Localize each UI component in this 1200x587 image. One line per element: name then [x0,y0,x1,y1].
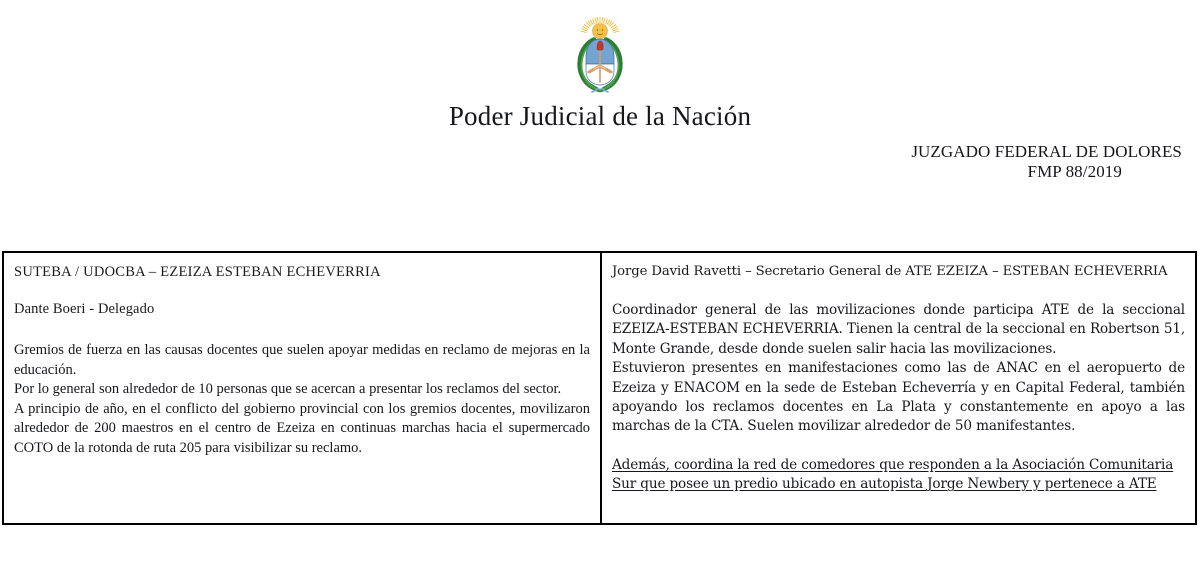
court-name: JUZGADO FEDERAL DE DOLORES [911,142,1182,161]
right-column-body [612,301,1185,437]
table-row [3,252,1196,524]
paragraph: A principio de año, en el conflicto del gobierno provincial con los gremios docentes, movilizaron alrededor de 200 maestros en el centro de Ezeiza en continuas marchas hacia el supermercado COTO de la rotonda de ruta 205 para visibilizar su reclamo. [14,400,590,456]
table-cell-right [601,252,1196,524]
crest-container [0,16,1200,94]
argentina-coat-of-arms-icon [572,16,628,94]
paragraph: Coordinador general de las movilizaciones donde participa ATE de la seccional EZEIZA-ESTEBAN ECHEVERRIA. Tienen la central de la seccional en Robertson 51, Monte Grande, desde donde suelen salir hacia las movilizaciones. [612,302,1185,357]
paragraph: Por lo general son alrededor de 10 personas que se acercan a presentar los reclamos del sector. [14,381,562,397]
testimony-table [2,251,1197,525]
table-cell-left [3,252,601,524]
left-column-body [14,341,590,458]
paragraph: Gremios de fuerza en las causas docentes que suelen apoyar medidas en reclamo de mejoras en la educación. [14,342,590,378]
left-column-heading: SUTEBA / UDOCBA – EZEIZA ESTEBAN ECHEVERRIA [14,264,381,280]
court-identification [0,142,1182,182]
paragraph: Estuvieron presentes en manifestaciones como las de ANAC en el aeropuerto de Ezeiza y ENACOM en la sede de Esteban Echeverría y en Capital Federal, también apoyando los reclamos docentes en La Plata y constantemente en apoyo a las marchas de la CTA. Suelen movilizar alrededor de 50 manifestantes. [612,360,1185,435]
case-number: FMP 88/2019 [1027,162,1122,181]
left-column-subject: Dante Boeri - Delegado [14,301,155,317]
page-title: Poder Judicial de la Nación [448,101,752,131]
right-column-heading: Jorge David Ravetti – Secretario General de ATE EZEIZA – ESTEBAN ECHEVERRIA [612,264,1168,279]
paragraph-underlined: Además, coordina la red de comedores que responden a la Asociación Comunitaria Sur que posee un predio ubicado en autopista Jorge Newbery y pertenece a ATE [612,456,1174,493]
right-column-underlined-note [612,456,1185,495]
document-header [0,0,1200,250]
